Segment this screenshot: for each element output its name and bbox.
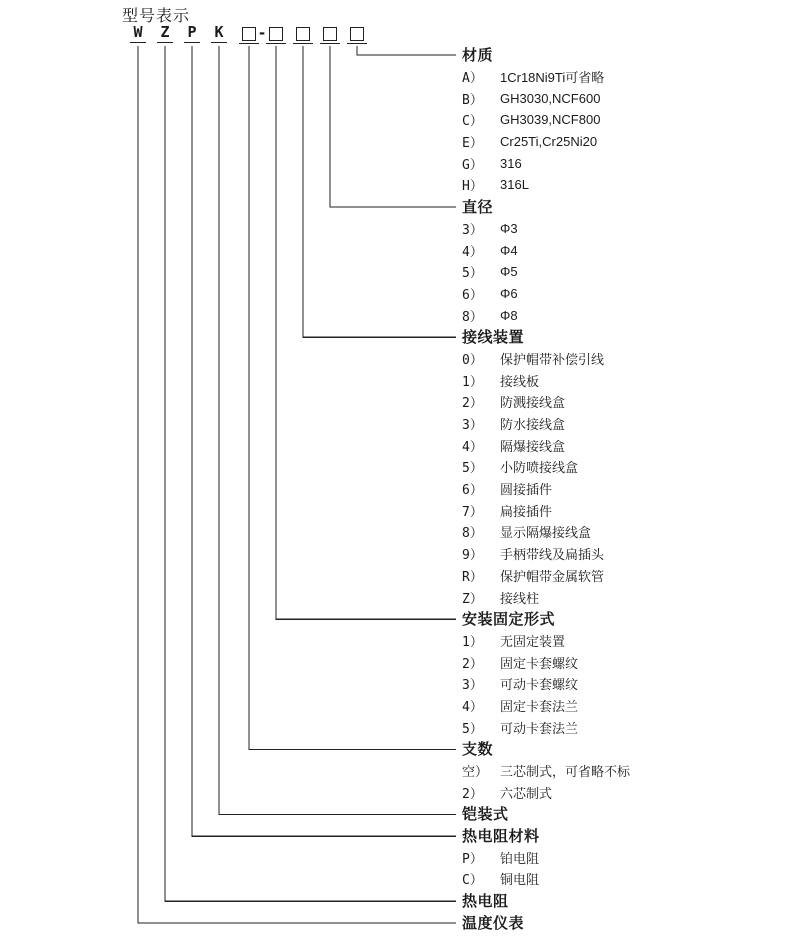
item-code: 3） xyxy=(462,678,483,694)
model-code-letter: W xyxy=(133,23,143,41)
legend-item xyxy=(462,651,794,673)
model-code-box xyxy=(323,27,337,41)
legend-item xyxy=(462,391,794,413)
item-code: 4） xyxy=(462,244,483,260)
page-title: 型号表示 xyxy=(122,8,191,25)
section-heading: 直径 xyxy=(462,199,494,217)
item-label: 固定卡套螺纹 xyxy=(500,655,579,671)
legend-item xyxy=(462,630,794,652)
item-label: 接线板 xyxy=(500,373,540,389)
item-code: C） xyxy=(462,114,483,130)
connector-line-section-1 xyxy=(330,46,456,207)
item-label: 保护帽带补偿引线 xyxy=(500,351,605,367)
legend-item xyxy=(462,434,794,456)
item-label: Φ5 xyxy=(500,264,518,280)
legend-item xyxy=(462,543,794,565)
model-code-box xyxy=(296,27,310,41)
model-code-letter: Z xyxy=(160,23,170,41)
item-code: 5） xyxy=(462,721,483,737)
legend-item xyxy=(462,673,794,695)
item-code: 1） xyxy=(462,634,483,650)
item-label: Φ4 xyxy=(500,242,518,258)
item-code: 3） xyxy=(462,418,483,434)
item-label: 手柄带线及扁插头 xyxy=(500,547,605,563)
item-code: E） xyxy=(462,136,483,152)
model-code-letter: K xyxy=(214,23,224,41)
item-label: GH3039,NCF800 xyxy=(500,112,601,128)
item-code: P） xyxy=(462,851,483,867)
legend-item xyxy=(462,152,794,174)
box-underline xyxy=(347,43,367,44)
item-label: 无固定装置 xyxy=(500,633,566,649)
legend-item xyxy=(462,304,794,326)
legend-item xyxy=(462,239,794,261)
item-label: Cr25Ti,Cr25Ni20 xyxy=(500,134,598,150)
letter-underline xyxy=(157,42,173,43)
connector-line-section-5 xyxy=(219,46,456,815)
item-code: 9） xyxy=(462,548,483,564)
section-heading: 热电阻材料 xyxy=(462,828,540,846)
section-heading: 铠装式 xyxy=(462,806,509,824)
item-label: 六芯制式 xyxy=(500,785,553,801)
item-label: 316 xyxy=(500,155,522,171)
item-code: R） xyxy=(462,569,483,585)
item-label: 固定卡套法兰 xyxy=(500,698,579,714)
item-code: 7） xyxy=(462,504,483,520)
item-code: Z） xyxy=(462,591,483,607)
item-label: 316L xyxy=(500,177,529,193)
connector-line-section-0 xyxy=(357,46,456,55)
legend-item xyxy=(462,283,794,305)
connector-line-section-7 xyxy=(165,46,456,901)
legend-item xyxy=(462,499,794,521)
legend-item xyxy=(462,521,794,543)
item-label: 显示隔爆接线盒 xyxy=(500,525,592,541)
legend-item xyxy=(462,565,794,587)
item-code: 1） xyxy=(462,374,483,390)
model-code-box xyxy=(242,27,256,41)
item-code: 8） xyxy=(462,526,483,542)
section-heading: 热电阻 xyxy=(462,893,509,911)
connector-line-section-8 xyxy=(138,46,456,923)
model-code-letter: P xyxy=(187,23,197,41)
model-code-box xyxy=(350,27,364,41)
item-code: 6） xyxy=(462,483,483,499)
item-label: 可动卡套法兰 xyxy=(500,720,579,736)
item-label: 可动卡套螺纹 xyxy=(500,677,579,693)
legend-item xyxy=(462,218,794,240)
legend-item xyxy=(462,695,794,717)
item-label: 小防喷接线盒 xyxy=(500,460,579,476)
item-label: 铂电阻 xyxy=(500,850,540,866)
connector-line-section-3 xyxy=(276,46,456,619)
item-label: 保护帽带金属软管 xyxy=(500,568,605,584)
item-label: 防溅接线盒 xyxy=(500,395,566,411)
item-label: 1Cr18Ni9Ti可省略 xyxy=(500,70,605,86)
item-code: H） xyxy=(462,179,483,195)
model-code-box xyxy=(269,27,283,41)
legend-item xyxy=(462,369,794,391)
letter-underline xyxy=(130,42,146,43)
item-label: 防水接线盒 xyxy=(500,417,566,433)
box-underline xyxy=(266,43,286,44)
item-label: 扁接插件 xyxy=(500,503,553,519)
legend-item xyxy=(462,478,794,500)
item-code: C） xyxy=(462,873,483,889)
legend-column xyxy=(462,44,794,933)
item-label: 隔爆接线盒 xyxy=(500,438,566,454)
item-label: 三芯制式，可省略不标 xyxy=(500,764,631,780)
item-code: 0） xyxy=(462,352,483,368)
item-code: 5） xyxy=(462,266,483,282)
item-label: Φ8 xyxy=(500,307,518,323)
connector-line-section-6 xyxy=(192,46,456,836)
connector-line-section-4 xyxy=(249,46,456,749)
legend-item xyxy=(462,131,794,153)
legend-item xyxy=(462,174,794,196)
section-heading: 材质 xyxy=(462,47,494,65)
legend-item xyxy=(462,348,794,370)
legend-item xyxy=(462,413,794,435)
item-code: 6） xyxy=(462,287,483,303)
item-code: 2） xyxy=(462,786,483,802)
legend-item xyxy=(462,781,794,803)
item-code: G） xyxy=(462,157,483,173)
item-label: 圆接插件 xyxy=(500,482,553,498)
legend-item xyxy=(462,586,794,608)
legend-item xyxy=(462,716,794,738)
section-heading: 温度仪表 xyxy=(462,914,525,932)
section-heading: 接线装置 xyxy=(462,329,525,347)
item-label: Φ3 xyxy=(500,220,518,236)
box-underline xyxy=(239,43,259,44)
item-code: 5） xyxy=(462,461,483,477)
item-label: GH3030,NCF600 xyxy=(500,90,601,106)
item-label: 铜电阻 xyxy=(500,872,540,888)
item-code: 4） xyxy=(462,699,483,715)
legend-item xyxy=(462,66,794,88)
letter-underline xyxy=(184,42,200,43)
legend-item xyxy=(462,846,794,868)
item-code: 2） xyxy=(462,656,483,672)
item-code: 空） xyxy=(462,765,489,781)
legend-item xyxy=(462,868,794,890)
item-code: A） xyxy=(462,71,483,87)
item-code: 8） xyxy=(462,309,483,325)
item-code: 2） xyxy=(462,396,483,412)
legend-item xyxy=(462,456,794,478)
item-label: Φ6 xyxy=(500,285,518,301)
box-underline xyxy=(293,43,313,44)
connector-line-section-2 xyxy=(303,46,456,337)
legend-item xyxy=(462,87,794,109)
section-heading: 支数 xyxy=(462,741,494,759)
section-heading: 安装固定形式 xyxy=(462,611,556,629)
legend-item xyxy=(462,109,794,131)
item-code: B） xyxy=(462,92,483,108)
letter-underline xyxy=(211,42,227,43)
legend-item xyxy=(462,760,794,782)
item-code: 4） xyxy=(462,439,483,455)
model-code-dash: - xyxy=(257,24,267,42)
box-underline xyxy=(320,43,340,44)
item-label: 接线柱 xyxy=(500,590,540,606)
legend-item xyxy=(462,261,794,283)
item-code: 3） xyxy=(462,222,483,238)
